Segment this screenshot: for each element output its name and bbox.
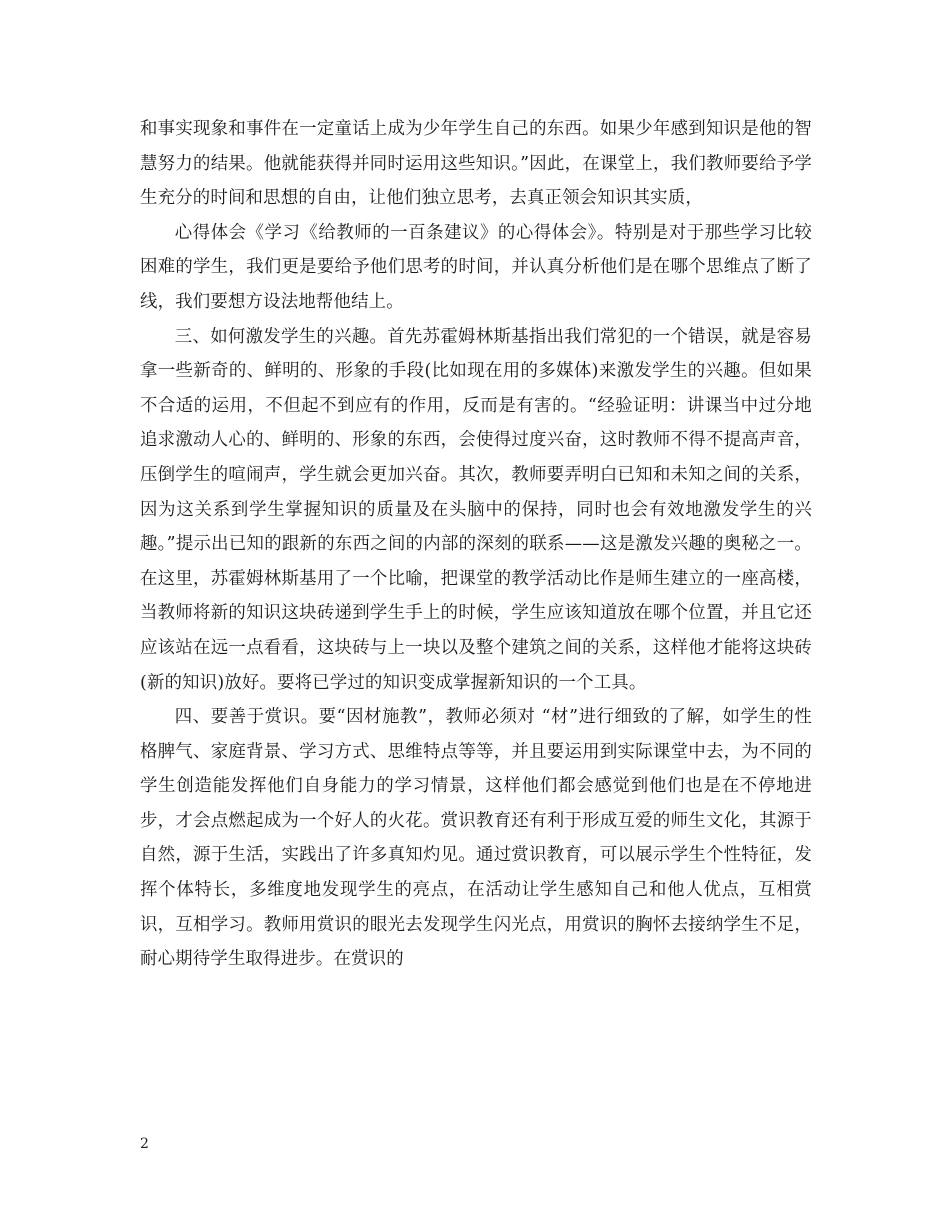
paragraph-1: 和事实现象和事件在一定童话上成为少年学生自己的东西。如果少年感到知识是他的智慧努力的结果。他就能获得并同时运用这些知识。”因此，在课堂上，我们教师要给予学生充分的时间和思想的自由，让他们独立思考，去真正领会知识其实质， (140, 119, 812, 209)
paragraph-4: 四、要善于赏识。要“因材施教”，教师必须对 “材”进行细致的了解，如学生的性格脾气、家庭背景、学习方式、思维特点等等，并且要运用到实际课堂中去，为不同的学生创造能发挥他们自身能力的学习情景，这样他们都会感觉到他们也是在不停地进步，才会点燃起成为一个好人的火花。赏识教育还有利于形成互爱的师生文化，其源于自然，源于生活，实践出了许多真知灼见。通过赏识教育，可以展示学生个性特征，发挥个体特长，多维度地发现学生的亮点，在活动让学生感知自己和他人优点，互相赏识，互相学习。教师用赏识的眼光去发现学生闪光点，用赏识的胸怀去接纳学生不足，耐心期待学生取得进步。在赏识的 (140, 707, 812, 970)
document-body (140, 112, 812, 977)
paragraph-3: 三、如何激发学生的兴趣。首先苏霍姆林斯基指出我们常犯的一个错误，就是容易拿一些新奇的、鲜明的、形象的手段(比如现在用的多媒体)来激发学生的兴趣。但如果不合适的运用，不但起不到应有的作用，反而是有害的。“经验证明：讲课当中过分地追求激动人心的、鲜明的、形象的东西，会使得过度兴奋，这时教师不得不提高声音，压倒学生的喧闹声，学生就会更加兴奋。其次，教师要弄明白已知和未知之间的关系，因为这关系到学生掌握知识的质量及在头脑中的保持，同时也会有效地激发学生的兴趣。”提示出已知的跟新的东西之间的内部的深刻的联系——这是激发兴趣的奥秘之一。在这里，苏霍姆林斯基用了一个比喻，把课堂的教学活动比作是师生建立的一座高楼，当教师将新的知识这块砖递到学生手上的时候，学生应该知道放在哪个位置，并且它还应该站在远一点看看，这块砖与上一块以及整个建筑之间的关系，这样他才能将这块砖(新的知识)放好。要将已学过的知识变成掌握新知识的一个工具。 (140, 326, 812, 693)
page-number: 2 (140, 1136, 149, 1152)
paragraph-2: 心得体会《学习《给教师的一百条建议》的心得体会》。特别是对于那些学习比较困难的学生，我们更是要给予他们思考的时间，并认真分析他们是在哪个思维点了断了线，我们要想方设法地帮他结上。 (140, 222, 812, 312)
